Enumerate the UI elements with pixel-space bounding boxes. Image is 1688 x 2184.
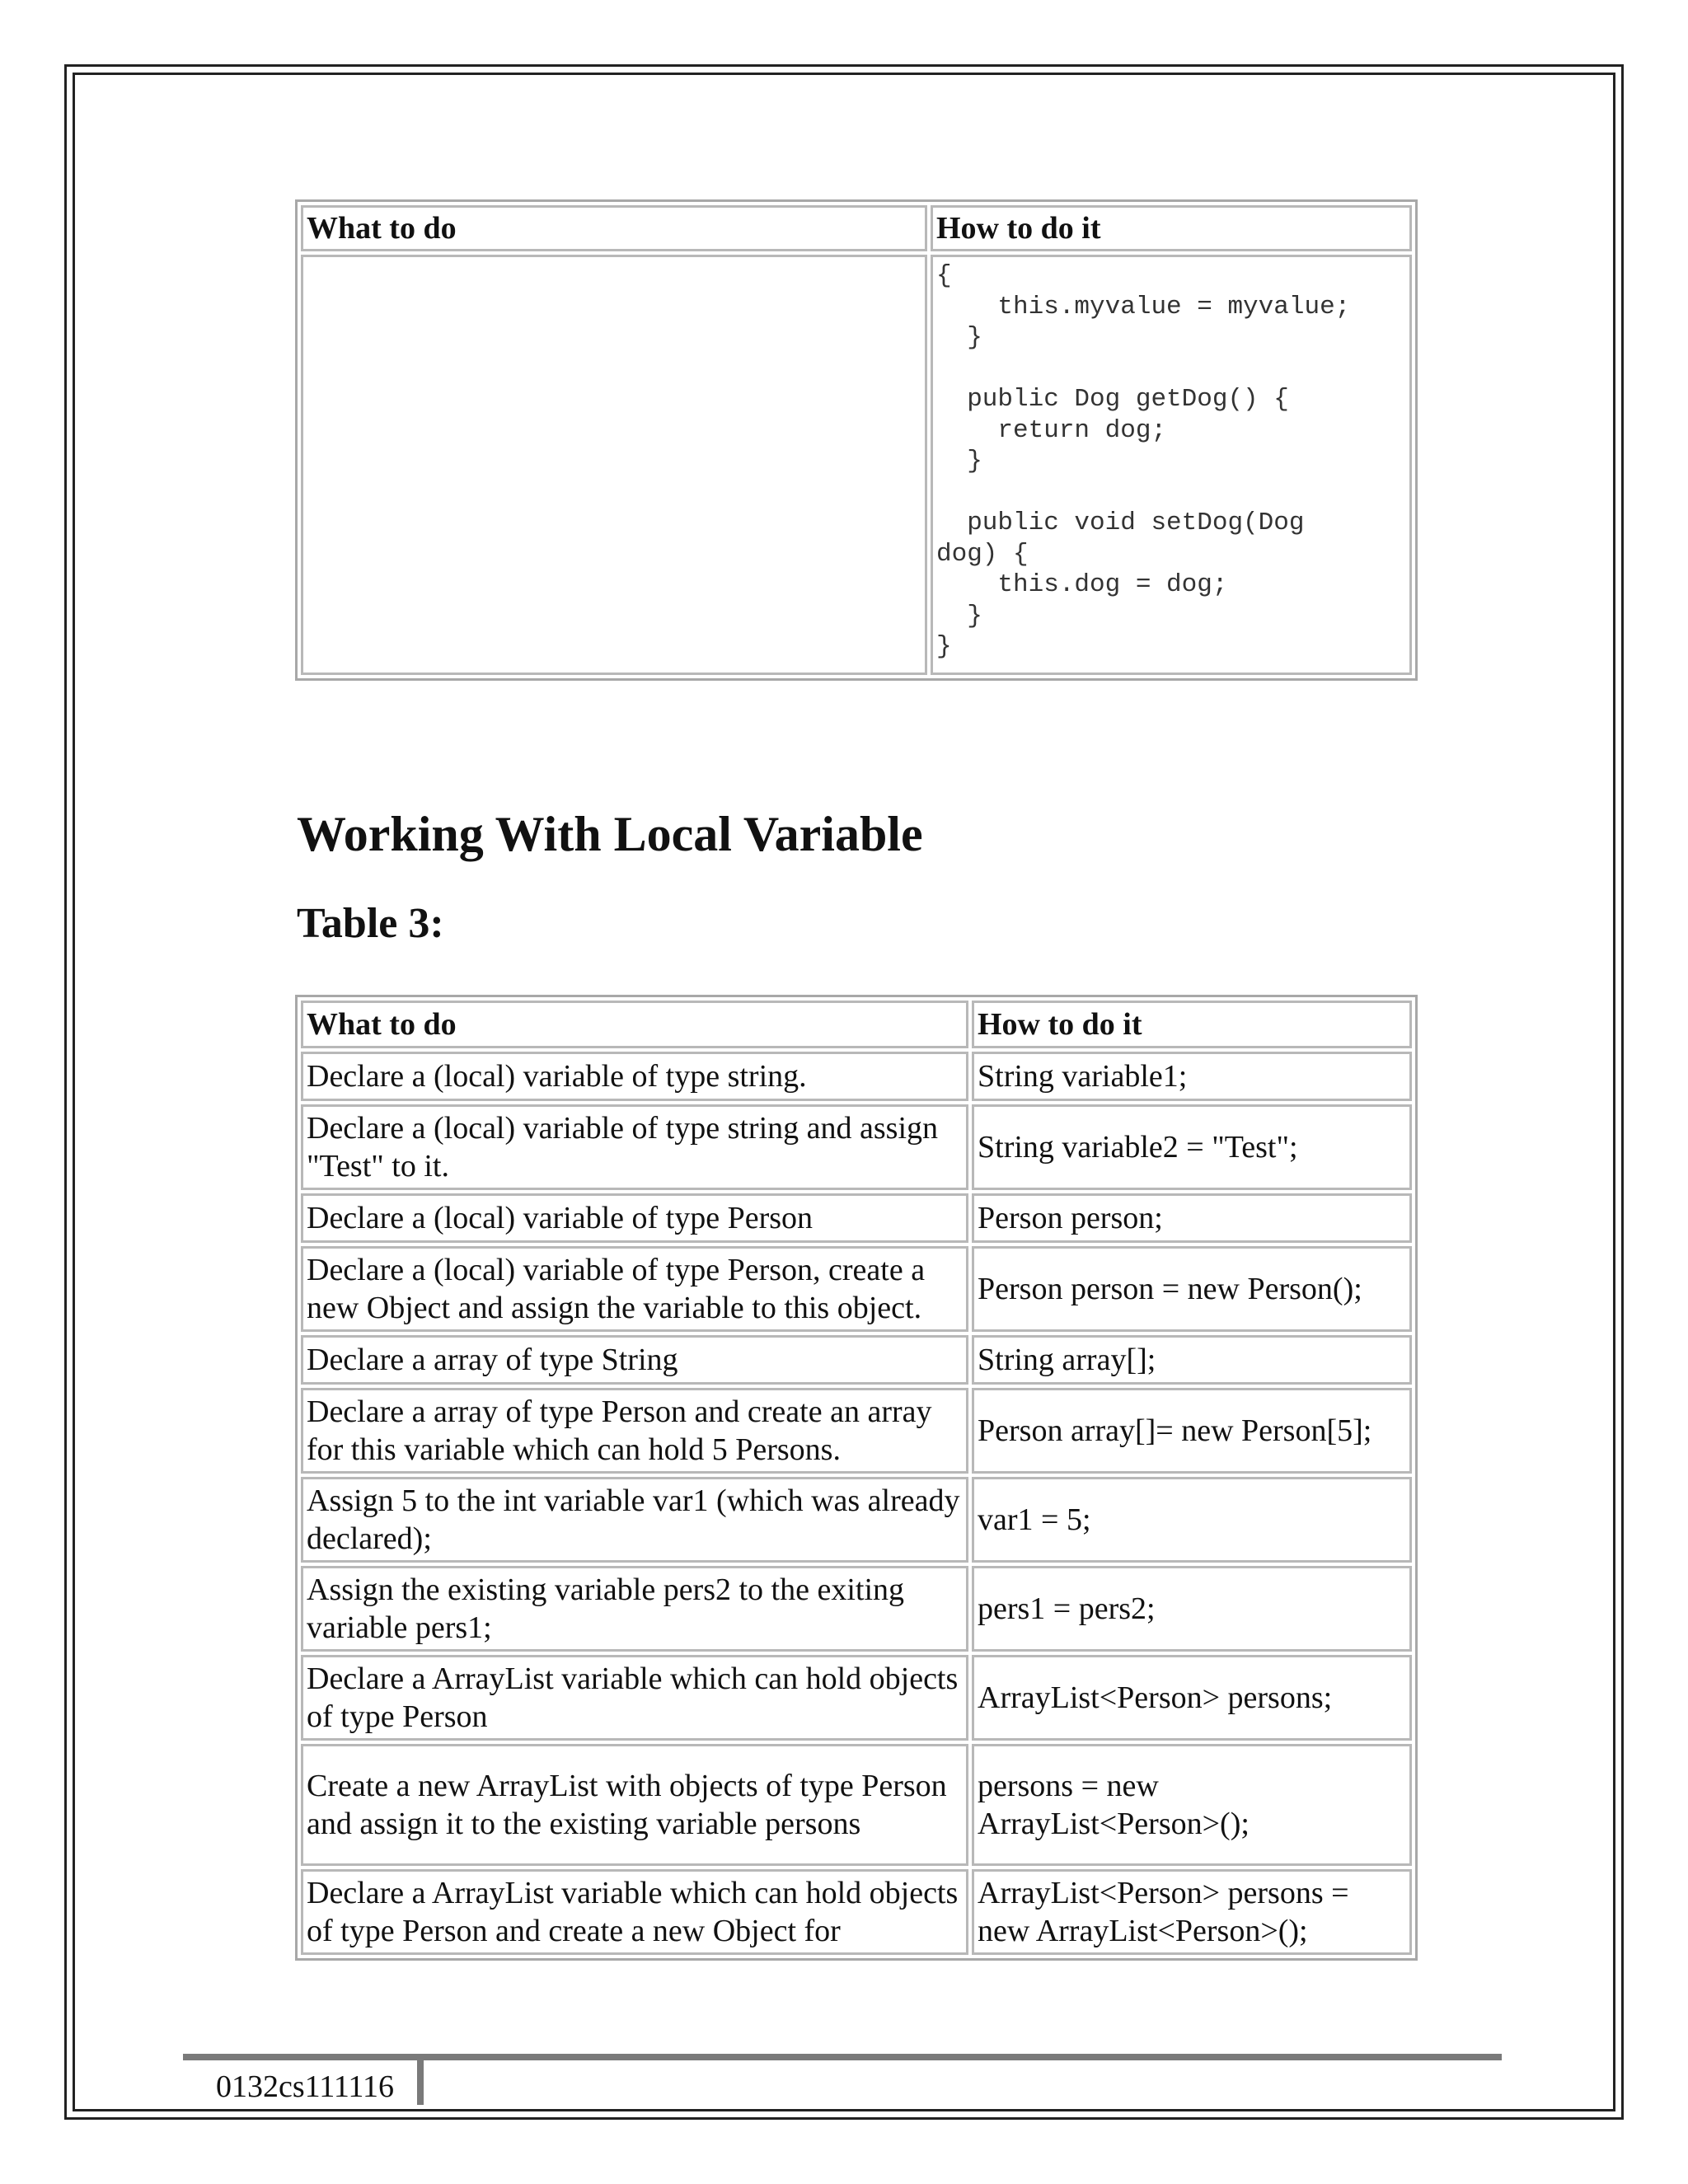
what-cell: Declare a (local) variable of type Person, create a new Object and assign the variable to this object.: [301, 1246, 968, 1332]
what-cell: Declare a array of type Person and create an array for this variable which can hold 5 Persons.: [301, 1388, 968, 1474]
header-how-to-do-it: How to do it: [972, 1001, 1412, 1048]
table-label: Table 3:: [297, 900, 444, 947]
footer-rule: [183, 2054, 1502, 2060]
what-cell: Declare a ArrayList variable which can hold objects of type Person: [301, 1655, 968, 1741]
table-row: [301, 1104, 1412, 1190]
table-row: [301, 1388, 1412, 1474]
table-3: [295, 995, 1418, 1961]
footer-divider: [417, 2060, 424, 2105]
table-row: [301, 1477, 1412, 1563]
table-row: [301, 1193, 1412, 1243]
how-cell: ArrayList<Person> persons = new ArrayList<Person>();: [972, 1869, 1412, 1955]
how-cell: String variable2 = "Test";: [972, 1104, 1412, 1190]
how-cell: var1 = 5;: [972, 1477, 1412, 1563]
header-what-to-do: What to do: [301, 205, 927, 251]
table-row: [301, 1744, 1412, 1866]
header-how-to-do-it: How to do it: [931, 205, 1412, 251]
table-row: [301, 1655, 1412, 1741]
code-snippet: { this.myvalue = myvalue; } public Dog getDog() { return dog; } public void setDog(Dog dog) { this.dog = dog; } }: [931, 255, 1412, 675]
how-cell: pers1 = pers2;: [972, 1566, 1412, 1652]
table-row: [301, 1869, 1412, 1955]
how-cell: Person person = new Person();: [972, 1246, 1412, 1332]
table-row: [301, 255, 1412, 675]
empty-cell: [301, 255, 927, 675]
table-header-row: [301, 205, 1412, 251]
what-cell: Declare a (local) variable of type string and assign "Test" to it.: [301, 1104, 968, 1190]
what-cell: Declare a (local) variable of type Person: [301, 1193, 968, 1243]
what-cell: Assign the existing variable pers2 to the exiting variable pers1;: [301, 1566, 968, 1652]
table-row: [301, 1052, 1412, 1101]
footer-document-code: 0132cs111116: [216, 2069, 395, 2104]
what-cell: Assign 5 to the int variable var1 (which was already declared);: [301, 1477, 968, 1563]
section-title: Working With Local Variable: [297, 807, 923, 861]
how-cell: String variable1;: [972, 1052, 1412, 1101]
how-cell: String array[];: [972, 1335, 1412, 1385]
how-cell: Person person;: [972, 1193, 1412, 1243]
what-cell: Declare a (local) variable of type string.: [301, 1052, 968, 1101]
table-header-row: [301, 1001, 1412, 1048]
how-cell: Person array[]= new Person[5];: [972, 1388, 1412, 1474]
table-row: [301, 1335, 1412, 1385]
table-row: [301, 1246, 1412, 1332]
what-cell: Declare a array of type String: [301, 1335, 968, 1385]
what-cell: Create a new ArrayList with objects of type Person and assign it to the existing variable persons: [301, 1744, 968, 1866]
table-row: [301, 1566, 1412, 1652]
how-cell: ArrayList<Person> persons;: [972, 1655, 1412, 1741]
continued-table: [295, 199, 1418, 681]
what-cell: Declare a ArrayList variable which can hold objects of type Person and create a new Object for: [301, 1869, 968, 1955]
header-what-to-do: What to do: [301, 1001, 968, 1048]
how-cell: persons = new ArrayList<Person>();: [972, 1744, 1412, 1866]
